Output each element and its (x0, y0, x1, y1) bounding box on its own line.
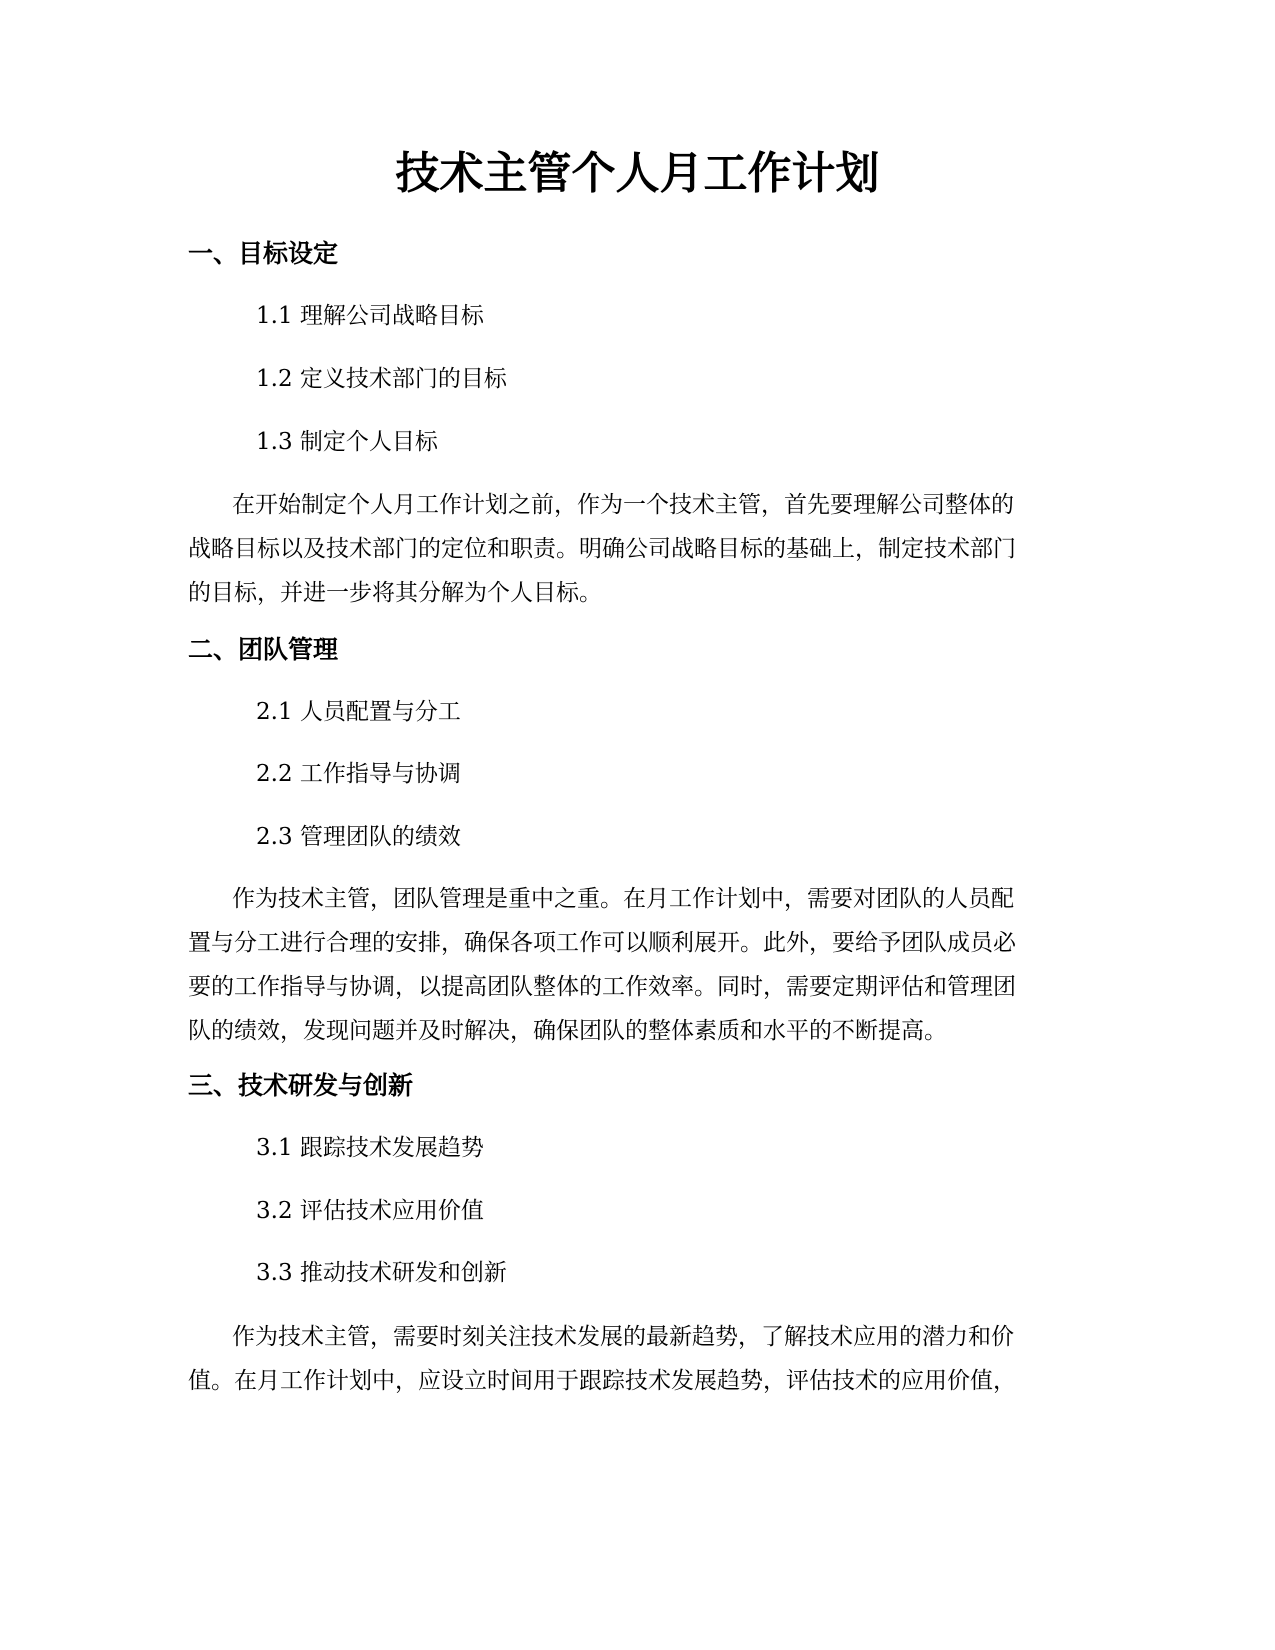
paragraph-line: 要的工作指导与协调，以提高团队整体的工作效率。同时，需要定期评估和管理团 (188, 974, 1016, 1000)
list-item: 3.2 评估技术应用价值 (256, 1198, 484, 1224)
list-item: 1.1 理解公司战略目标 (256, 303, 484, 329)
document-title: 技术主管个人月工作计划 (395, 148, 880, 199)
list-item: 1.2 定义技术部门的目标 (256, 366, 507, 392)
list-item: 3.1 跟踪技术发展趋势 (256, 1135, 484, 1161)
paragraph-line: 作为技术主管，需要时刻关注技术发展的最新趋势，了解技术应用的潜力和价 (232, 1324, 1014, 1350)
paragraph-line: 作为技术主管，团队管理是重中之重。在月工作计划中，需要对团队的人员配 (232, 886, 1014, 912)
paragraph-line: 队的绩效，发现问题并及时解决，确保团队的整体素质和水平的不断提高。 (188, 1018, 947, 1044)
list-item: 1.3 制定个人目标 (256, 429, 438, 455)
list-item: 2.3 管理团队的绩效 (256, 824, 461, 850)
paragraph-line: 的目标，并进一步将其分解为个人目标。 (188, 580, 602, 606)
paragraph-line: 置与分工进行合理的安排，确保各项工作可以顺利展开。此外，要给予团队成员必 (188, 930, 1016, 956)
section-paragraph (188, 1315, 1088, 1403)
paragraph-line: 在开始制定个人月工作计划之前，作为一个技术主管，首先要理解公司整体的 (232, 492, 1014, 518)
list-item: 2.2 工作指导与协调 (256, 761, 461, 787)
section-paragraph (188, 877, 1088, 1053)
list-item: 2.1 人员配置与分工 (256, 699, 461, 725)
paragraph-line: 战略目标以及技术部门的定位和职责。明确公司战略目标的基础上，制定技术部门 (188, 536, 1016, 562)
section-heading-goal-setting: 一、目标设定 (188, 239, 339, 268)
section-paragraph (188, 483, 1088, 615)
section-heading-tech-rnd: 三、技术研发与创新 (188, 1071, 414, 1100)
section-heading-team-management: 二、团队管理 (188, 635, 339, 664)
paragraph-line: 值。在月工作计划中，应设立时间用于跟踪技术发展趋势，评估技术的应用价值， (188, 1368, 1016, 1394)
list-item: 3.3 推动技术研发和创新 (256, 1260, 507, 1286)
